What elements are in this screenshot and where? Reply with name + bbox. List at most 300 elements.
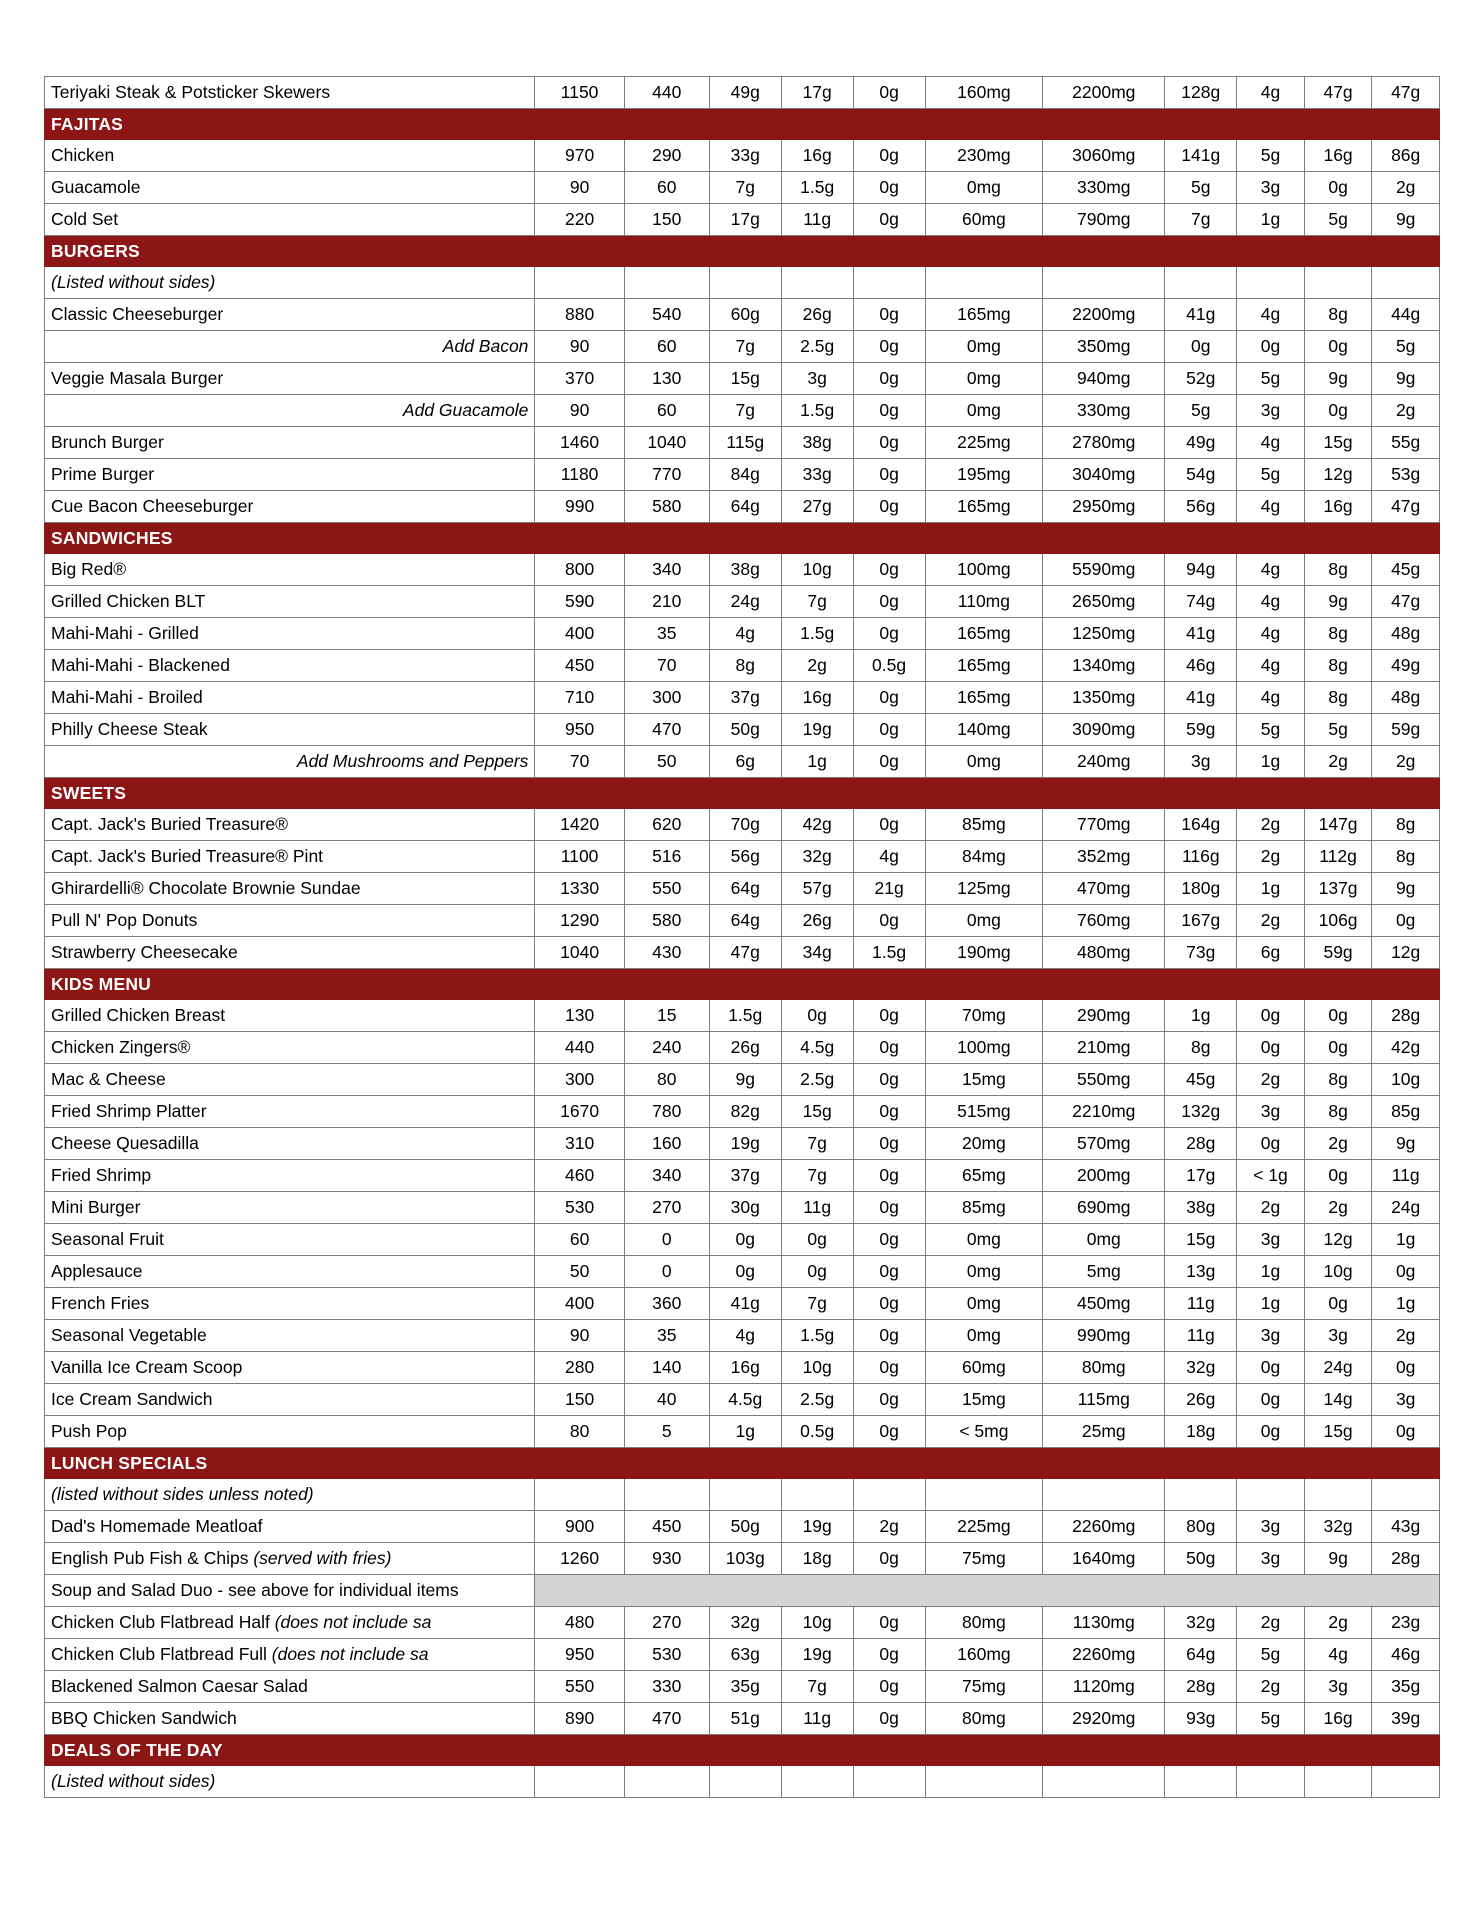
- nutrition-value: 230mg: [925, 140, 1043, 172]
- nutrition-value: 103g: [709, 1543, 781, 1575]
- nutrition-value: [1372, 1479, 1440, 1511]
- nutrition-value: 132g: [1165, 1096, 1237, 1128]
- nutrition-value: 4g: [1237, 299, 1305, 331]
- nutrition-value: 85g: [1372, 1096, 1440, 1128]
- nutrition-value: 0g: [853, 1192, 925, 1224]
- item-name: BBQ Chicken Sandwich: [45, 1703, 535, 1735]
- nutrition-value: 200mg: [1043, 1160, 1165, 1192]
- nutrition-value: 17g: [1165, 1160, 1237, 1192]
- nutrition-value: 12g: [1304, 1224, 1372, 1256]
- nutrition-value: 8g: [1304, 1064, 1372, 1096]
- nutrition-value: 19g: [709, 1128, 781, 1160]
- table-row: [45, 331, 1440, 363]
- nutrition-value: 16g: [781, 140, 853, 172]
- item-name: Fried Shrimp Platter: [45, 1096, 535, 1128]
- nutrition-value: 140mg: [925, 714, 1043, 746]
- nutrition-value: 54g: [1165, 459, 1237, 491]
- nutrition-value: 352mg: [1043, 841, 1165, 873]
- nutrition-value: 23g: [1372, 1607, 1440, 1639]
- item-name: Push Pop: [45, 1416, 535, 1448]
- nutrition-value: 16g: [1304, 491, 1372, 523]
- nutrition-value: 106g: [1304, 905, 1372, 937]
- nutrition-value: 10g: [781, 554, 853, 586]
- nutrition-value: 84g: [709, 459, 781, 491]
- nutrition-value: [925, 1479, 1043, 1511]
- nutrition-value: 1180: [535, 459, 624, 491]
- nutrition-value: 330mg: [1043, 172, 1165, 204]
- nutrition-value: 9g: [1372, 204, 1440, 236]
- nutrition-value: [853, 267, 925, 299]
- nutrition-value: 17g: [781, 77, 853, 109]
- item-name: Ice Cream Sandwich: [45, 1384, 535, 1416]
- item-name: French Fries: [45, 1288, 535, 1320]
- nutrition-value: 8g: [1304, 299, 1372, 331]
- nutrition-value: 0g: [853, 1160, 925, 1192]
- item-name: Classic Cheeseburger: [45, 299, 535, 331]
- nutrition-value: 115g: [709, 427, 781, 459]
- table-row: [45, 1671, 1440, 1703]
- nutrition-value: 400: [535, 1288, 624, 1320]
- nutrition-value: 167g: [1165, 905, 1237, 937]
- nutrition-value: 0g: [1372, 1256, 1440, 1288]
- nutrition-value: 0g: [853, 77, 925, 109]
- nutrition-value: 93g: [1165, 1703, 1237, 1735]
- nutrition-value: 4g: [1237, 618, 1305, 650]
- nutrition-value: 16g: [781, 682, 853, 714]
- nutrition-value: 17g: [709, 204, 781, 236]
- nutrition-value: 7g: [781, 586, 853, 618]
- nutrition-value: 0mg: [925, 746, 1043, 778]
- table-row: [45, 618, 1440, 650]
- nutrition-value: 65mg: [925, 1160, 1043, 1192]
- nutrition-value: 41g: [1165, 299, 1237, 331]
- nutrition-value: 6g: [709, 746, 781, 778]
- nutrition-value: 8g: [1304, 682, 1372, 714]
- nutrition-value: 3g: [1304, 1320, 1372, 1352]
- table-row: [45, 809, 1440, 841]
- nutrition-value: 2.5g: [781, 1384, 853, 1416]
- nutrition-value: 0g: [709, 1224, 781, 1256]
- table-row: [45, 1703, 1440, 1735]
- item-name: (listed without sides unless noted): [45, 1479, 535, 1511]
- nutrition-value: 770: [624, 459, 709, 491]
- item-name: Fried Shrimp: [45, 1160, 535, 1192]
- table-row: [45, 1000, 1440, 1032]
- nutrition-value: 0g: [1304, 1000, 1372, 1032]
- nutrition-value: 10g: [1304, 1256, 1372, 1288]
- nutrition-value: 0: [624, 1224, 709, 1256]
- table-row: [45, 491, 1440, 523]
- item-name: (Listed without sides): [45, 1766, 535, 1798]
- nutrition-value: 15g: [1165, 1224, 1237, 1256]
- item-name: Brunch Burger: [45, 427, 535, 459]
- nutrition-value: 180g: [1165, 873, 1237, 905]
- nutrition-value: 480mg: [1043, 937, 1165, 969]
- nutrition-value: [709, 267, 781, 299]
- table-row: [45, 1543, 1440, 1575]
- nutrition-value: 15g: [1304, 427, 1372, 459]
- table-row: [45, 1256, 1440, 1288]
- nutrition-value: 10g: [781, 1352, 853, 1384]
- nutrition-value: [1043, 1766, 1165, 1798]
- nutrition-value: 24g: [1372, 1192, 1440, 1224]
- nutrition-value: [781, 1479, 853, 1511]
- nutrition-value: 5: [624, 1416, 709, 1448]
- nutrition-value: 11g: [781, 1192, 853, 1224]
- nutrition-value: 0.5g: [781, 1416, 853, 1448]
- item-addon-name: Add Mushrooms and Peppers: [45, 746, 535, 778]
- nutrition-value: 2200mg: [1043, 77, 1165, 109]
- nutrition-value: [1304, 1479, 1372, 1511]
- table-row: [45, 554, 1440, 586]
- item-name: Chicken: [45, 140, 535, 172]
- nutrition-value: 2g: [1372, 395, 1440, 427]
- nutrition-value: 27g: [781, 491, 853, 523]
- nutrition-value: 790mg: [1043, 204, 1165, 236]
- table-row: [45, 1064, 1440, 1096]
- nutrition-value: [853, 1766, 925, 1798]
- item-name: Applesauce: [45, 1256, 535, 1288]
- nutrition-value: 9g: [1304, 586, 1372, 618]
- nutrition-value: 70mg: [925, 1000, 1043, 1032]
- nutrition-value: 0g: [853, 1703, 925, 1735]
- section-header-label: SANDWICHES: [45, 523, 1440, 554]
- nutrition-value: 2g: [1372, 1320, 1440, 1352]
- nutrition-value: 4g: [1237, 491, 1305, 523]
- section-header-label: LUNCH SPECIALS: [45, 1448, 1440, 1479]
- nutrition-value: 0g: [853, 1320, 925, 1352]
- nutrition-value: 450: [535, 650, 624, 682]
- nutrition-value: 450: [624, 1511, 709, 1543]
- nutrition-value: 32g: [709, 1607, 781, 1639]
- nutrition-value: 80g: [1165, 1511, 1237, 1543]
- nutrition-value: [1237, 1766, 1305, 1798]
- nutrition-value: 60mg: [925, 1352, 1043, 1384]
- nutrition-value: 516: [624, 841, 709, 873]
- nutrition-value: 8g: [1372, 841, 1440, 873]
- nutrition-value: 70: [535, 746, 624, 778]
- nutrition-value: 50g: [709, 1511, 781, 1543]
- nutrition-value: [1237, 1479, 1305, 1511]
- table-row: [45, 1511, 1440, 1543]
- table-row: [45, 1224, 1440, 1256]
- nutrition-value: 64g: [709, 873, 781, 905]
- item-name: Soup and Salad Duo - see above for individual items: [45, 1575, 535, 1607]
- nutrition-value: 8g: [1304, 554, 1372, 586]
- nutrition-value: 1460: [535, 427, 624, 459]
- nutrition-value: 42g: [781, 809, 853, 841]
- nutrition-value: 470mg: [1043, 873, 1165, 905]
- nutrition-value: 147g: [1304, 809, 1372, 841]
- nutrition-value: 39g: [1372, 1703, 1440, 1735]
- nutrition-value: 5g: [1304, 204, 1372, 236]
- nutrition-value: 270: [624, 1192, 709, 1224]
- nutrition-value: 3g: [1237, 172, 1305, 204]
- nutrition-value: 240: [624, 1032, 709, 1064]
- nutrition-value: 690mg: [1043, 1192, 1165, 1224]
- nutrition-value: 41g: [709, 1288, 781, 1320]
- nutrition-value: 26g: [1165, 1384, 1237, 1416]
- item-name: Cheese Quesadilla: [45, 1128, 535, 1160]
- nutrition-value: < 1g: [1237, 1160, 1305, 1192]
- nutrition-value: 400: [535, 618, 624, 650]
- nutrition-value: 41g: [1165, 682, 1237, 714]
- nutrition-value: 290mg: [1043, 1000, 1165, 1032]
- table-row: [45, 1160, 1440, 1192]
- item-name: Seasonal Vegetable: [45, 1320, 535, 1352]
- nutrition-value: 550: [535, 1671, 624, 1703]
- nutrition-value: 165mg: [925, 682, 1043, 714]
- item-name: Cue Bacon Cheeseburger: [45, 491, 535, 523]
- nutrition-value: 130: [535, 1000, 624, 1032]
- nutrition-value: 8g: [1304, 650, 1372, 682]
- nutrition-value: 550: [624, 873, 709, 905]
- nutrition-value: 7g: [781, 1671, 853, 1703]
- nutrition-value: 0g: [853, 1096, 925, 1128]
- section-header-row: [45, 1735, 1440, 1766]
- nutrition-value: 28g: [1372, 1000, 1440, 1032]
- nutrition-value: 880: [535, 299, 624, 331]
- nutrition-value: 9g: [1372, 873, 1440, 905]
- table-row: [45, 1766, 1440, 1798]
- nutrition-value: 2g: [1304, 1192, 1372, 1224]
- nutrition-value: 0g: [1237, 1128, 1305, 1160]
- table-row: [45, 204, 1440, 236]
- nutrition-value: 26g: [709, 1032, 781, 1064]
- nutrition-value: 63g: [709, 1639, 781, 1671]
- nutrition-value: 0g: [1237, 1032, 1305, 1064]
- nutrition-value: 590: [535, 586, 624, 618]
- nutrition-value: 116g: [1165, 841, 1237, 873]
- nutrition-value: 710: [535, 682, 624, 714]
- nutrition-value: 330mg: [1043, 395, 1165, 427]
- nutrition-value: 47g: [1372, 491, 1440, 523]
- nutrition-value: [781, 1766, 853, 1798]
- section-header-label: BURGERS: [45, 236, 1440, 267]
- empty-span-cell: [535, 1575, 1440, 1607]
- nutrition-value: 112g: [1304, 841, 1372, 873]
- item-name: Dad's Homemade Meatloaf: [45, 1511, 535, 1543]
- nutrition-value: 165mg: [925, 299, 1043, 331]
- nutrition-value: 2260mg: [1043, 1511, 1165, 1543]
- nutrition-value: 0g: [853, 1607, 925, 1639]
- nutrition-value: 11g: [781, 204, 853, 236]
- nutrition-value: [1165, 267, 1237, 299]
- nutrition-value: [853, 1479, 925, 1511]
- section-header-row: [45, 109, 1440, 140]
- nutrition-value: 4.5g: [781, 1032, 853, 1064]
- nutrition-value: 0g: [853, 1384, 925, 1416]
- nutrition-value: 9g: [1304, 363, 1372, 395]
- nutrition-value: 37g: [709, 682, 781, 714]
- nutrition-value: 3g: [781, 363, 853, 395]
- nutrition-value: 13g: [1165, 1256, 1237, 1288]
- nutrition-value: [1043, 1479, 1165, 1511]
- nutrition-value: 14g: [1304, 1384, 1372, 1416]
- table-row: [45, 905, 1440, 937]
- nutrition-value: 2650mg: [1043, 586, 1165, 618]
- nutrition-value: 50: [624, 746, 709, 778]
- nutrition-value: 0mg: [925, 172, 1043, 204]
- nutrition-value: 0g: [853, 1639, 925, 1671]
- nutrition-value: 550mg: [1043, 1064, 1165, 1096]
- nutrition-value: 0mg: [925, 331, 1043, 363]
- nutrition-value: 100mg: [925, 1032, 1043, 1064]
- nutrition-value: 1g: [1372, 1288, 1440, 1320]
- nutrition-value: 2g: [1237, 905, 1305, 937]
- nutrition-value: 1290: [535, 905, 624, 937]
- nutrition-value: 28g: [1165, 1128, 1237, 1160]
- nutrition-value: 160mg: [925, 1639, 1043, 1671]
- nutrition-value: 5g: [1165, 172, 1237, 204]
- nutrition-value: 0g: [853, 1032, 925, 1064]
- nutrition-value: 35: [624, 618, 709, 650]
- nutrition-value: 6g: [1237, 937, 1305, 969]
- nutrition-value: 890: [535, 1703, 624, 1735]
- nutrition-value: 28g: [1165, 1671, 1237, 1703]
- nutrition-value: 1340mg: [1043, 650, 1165, 682]
- nutrition-value: 0.5g: [853, 650, 925, 682]
- nutrition-value: 270: [624, 1607, 709, 1639]
- nutrition-value: 0: [624, 1256, 709, 1288]
- section-header-label: DEALS OF THE DAY: [45, 1735, 1440, 1766]
- nutrition-value: 80mg: [1043, 1352, 1165, 1384]
- nutrition-value: 9g: [1372, 363, 1440, 395]
- nutrition-value: 32g: [1304, 1511, 1372, 1543]
- item-name: Capt. Jack's Buried Treasure®: [45, 809, 535, 841]
- table-row: [45, 1128, 1440, 1160]
- nutrition-value: 1.5g: [781, 1320, 853, 1352]
- nutrition-value: 0mg: [925, 1288, 1043, 1320]
- nutrition-value: 74g: [1165, 586, 1237, 618]
- item-name: Mahi-Mahi - Blackened: [45, 650, 535, 682]
- nutrition-value: 80: [624, 1064, 709, 1096]
- nutrition-value: 5g: [1237, 1639, 1305, 1671]
- nutrition-value: 530: [535, 1192, 624, 1224]
- nutrition-value: [624, 1766, 709, 1798]
- item-name: Grilled Chicken Breast: [45, 1000, 535, 1032]
- nutrition-value: 164g: [1165, 809, 1237, 841]
- nutrition-value: 0g: [1237, 1352, 1305, 1384]
- nutrition-value: 64g: [709, 491, 781, 523]
- nutrition-value: 290: [624, 140, 709, 172]
- nutrition-value: 44g: [1372, 299, 1440, 331]
- nutrition-value: 950: [535, 714, 624, 746]
- nutrition-value: 21g: [853, 873, 925, 905]
- nutrition-value: 15: [624, 1000, 709, 1032]
- nutrition-value: 10g: [1372, 1064, 1440, 1096]
- table-row: [45, 172, 1440, 204]
- nutrition-value: 32g: [1165, 1352, 1237, 1384]
- nutrition-value: 0g: [853, 586, 925, 618]
- nutrition-value: 7g: [781, 1160, 853, 1192]
- section-header-row: [45, 1448, 1440, 1479]
- nutrition-value: 620: [624, 809, 709, 841]
- nutrition-value: 1260: [535, 1543, 624, 1575]
- nutrition-value: 2g: [1237, 1192, 1305, 1224]
- nutrition-value: 41g: [1165, 618, 1237, 650]
- item-name: Seasonal Fruit: [45, 1224, 535, 1256]
- nutrition-value: 48g: [1372, 618, 1440, 650]
- nutrition-value: 4g: [1237, 77, 1305, 109]
- nutrition-value: 0g: [853, 1128, 925, 1160]
- nutrition-value: 1130mg: [1043, 1607, 1165, 1639]
- nutrition-value: 1670: [535, 1096, 624, 1128]
- nutrition-value: 1g: [781, 746, 853, 778]
- nutrition-value: 1g: [1165, 1000, 1237, 1032]
- nutrition-value: 2.5g: [781, 331, 853, 363]
- nutrition-value: [624, 267, 709, 299]
- nutrition-value: 115mg: [1043, 1384, 1165, 1416]
- nutrition-value: 90: [535, 395, 624, 427]
- nutrition-value: 515mg: [925, 1096, 1043, 1128]
- nutrition-value: 1g: [1237, 1288, 1305, 1320]
- nutrition-value: 9g: [1304, 1543, 1372, 1575]
- nutrition-value: [1043, 267, 1165, 299]
- nutrition-value: 19g: [781, 714, 853, 746]
- table-row: [45, 1288, 1440, 1320]
- nutrition-value: [535, 267, 624, 299]
- nutrition-value: 2g: [1237, 841, 1305, 873]
- nutrition-value: 440: [535, 1032, 624, 1064]
- nutrition-value: 80: [535, 1416, 624, 1448]
- nutrition-value: 240mg: [1043, 746, 1165, 778]
- nutrition-value: 165mg: [925, 650, 1043, 682]
- table-row: [45, 1032, 1440, 1064]
- nutrition-value: 20mg: [925, 1128, 1043, 1160]
- nutrition-value: 370: [535, 363, 624, 395]
- nutrition-value: 5g: [1372, 331, 1440, 363]
- nutrition-value: 440: [624, 77, 709, 109]
- nutrition-value: 3090mg: [1043, 714, 1165, 746]
- nutrition-value: 0mg: [1043, 1224, 1165, 1256]
- nutrition-value: 580: [624, 491, 709, 523]
- nutrition-value: 3g: [1237, 1511, 1305, 1543]
- nutrition-value: 225mg: [925, 1511, 1043, 1543]
- nutrition-value: 1.5g: [853, 937, 925, 969]
- nutrition-value: [1372, 1766, 1440, 1798]
- nutrition-value: 3g: [1237, 395, 1305, 427]
- nutrition-value: 70: [624, 650, 709, 682]
- nutrition-value: 160: [624, 1128, 709, 1160]
- nutrition-value: 1.5g: [781, 618, 853, 650]
- nutrition-value: 1g: [1237, 873, 1305, 905]
- nutrition-value: 0g: [853, 1288, 925, 1320]
- nutrition-value: 7g: [709, 172, 781, 204]
- nutrition-value: [709, 1766, 781, 1798]
- nutrition-value: 49g: [709, 77, 781, 109]
- nutrition-value: 0mg: [925, 905, 1043, 937]
- nutrition-value: 5g: [1304, 714, 1372, 746]
- nutrition-value: 137g: [1304, 873, 1372, 905]
- nutrition-value: 94g: [1165, 554, 1237, 586]
- nutrition-value: 1150: [535, 77, 624, 109]
- nutrition-value: 1.5g: [781, 395, 853, 427]
- nutrition-value: 990mg: [1043, 1320, 1165, 1352]
- nutrition-value: 18g: [1165, 1416, 1237, 1448]
- nutrition-value: 0g: [853, 491, 925, 523]
- nutrition-value: 70g: [709, 809, 781, 841]
- nutrition-value: 8g: [1304, 618, 1372, 650]
- nutrition-value: 59g: [1304, 937, 1372, 969]
- nutrition-value: 2200mg: [1043, 299, 1165, 331]
- nutrition-value: 0g: [1304, 331, 1372, 363]
- nutrition-value: [925, 267, 1043, 299]
- nutrition-value: 8g: [1304, 1096, 1372, 1128]
- item-name: Philly Cheese Steak: [45, 714, 535, 746]
- nutrition-value: 50: [535, 1256, 624, 1288]
- nutrition-value: 1040: [624, 427, 709, 459]
